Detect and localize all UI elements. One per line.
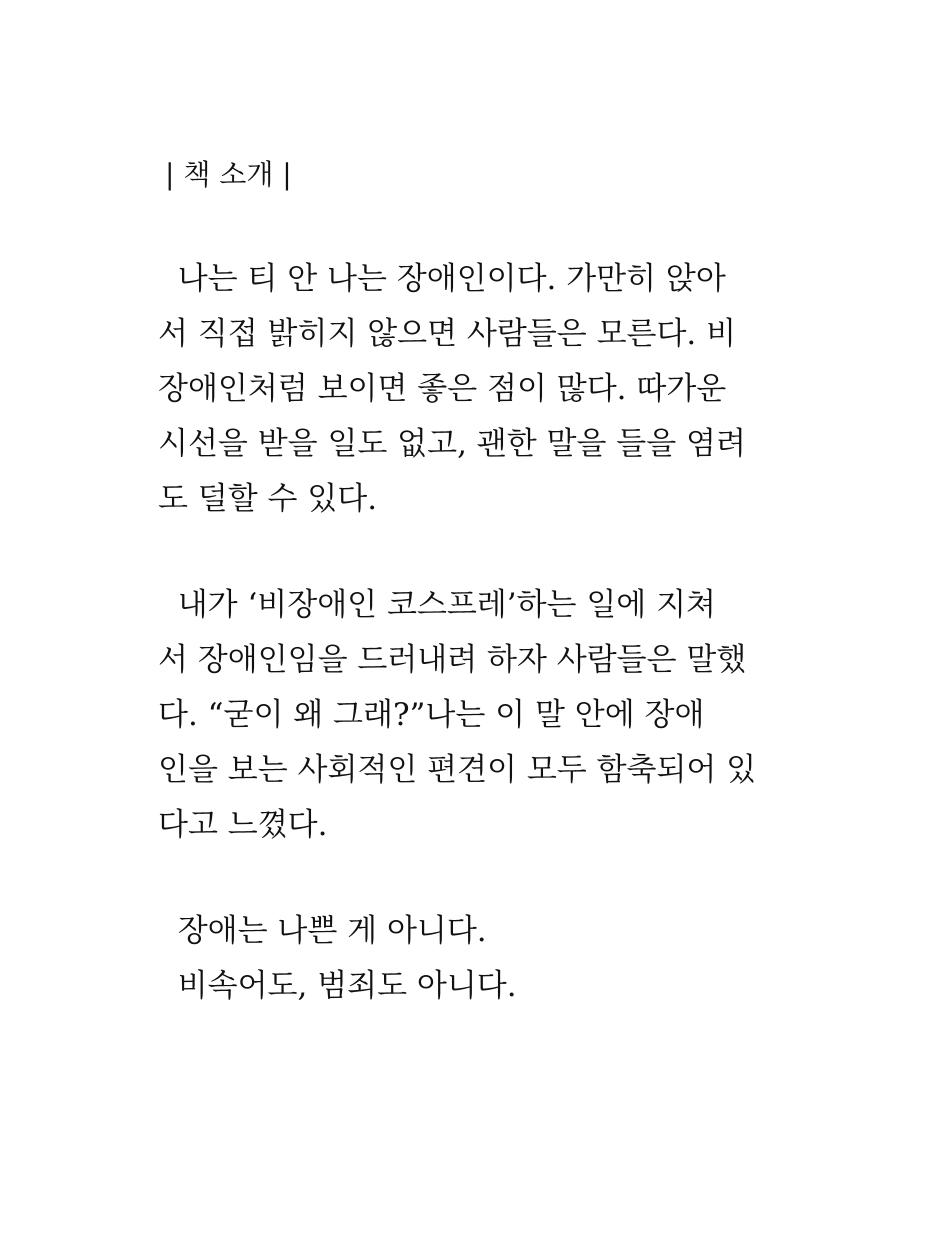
text-line: 다고 느꼈다. [158,807,328,843]
text-line: 다. “굳이 왜 그래?”나는 이 말 안에 장애 [158,697,705,733]
text-line: 장애는 나쁜 게 아니다. [158,913,487,949]
text-line: 시선을 받을 일도 없고, 괜한 말을 들을 염려 [158,426,746,462]
text-line: 내가 ‘비장애인 코스프레’하는 일에 지쳐 [158,587,716,623]
section-title: | 책 소개 | [165,158,292,191]
paragraph-3 [158,904,517,1014]
text-line: 장애인처럼 보이면 좋은 점이 많다. 따가운 [158,371,727,407]
text-line: 서 장애인임을 드러내려 하자 사람들은 말했 [158,642,747,678]
text-line: 서 직접 밝히지 않으면 사람들은 모른다. 비 [158,316,737,352]
paragraph-1 [158,252,746,527]
paragraph-2 [158,578,756,853]
text-line: 나는 티 안 나는 장애인이다. 가만히 앉아 [158,261,726,297]
text-line: 인을 보는 사회적인 편견이 모두 함축되어 있 [158,752,757,788]
text-line: 비속어도, 범죄도 아니다. [158,968,517,1004]
text-line: 도 덜할 수 있다. [158,481,378,517]
